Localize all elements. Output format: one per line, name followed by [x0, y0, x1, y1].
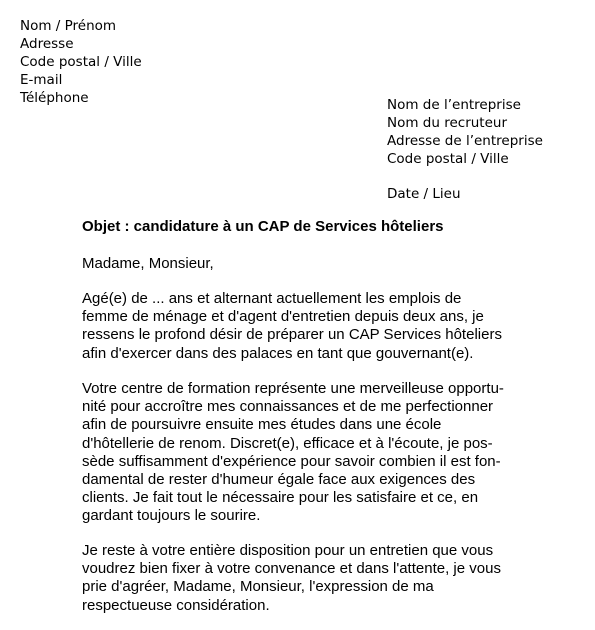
sender-block	[20, 17, 142, 107]
letter-greeting: Madame, Monsieur,	[82, 255, 214, 272]
paragraph-line: gardant toujours le sourire.	[82, 507, 261, 525]
recipient-block	[387, 96, 543, 168]
paragraph-training-center	[82, 380, 504, 526]
recipient-postal-city: Code postal / Ville	[387, 151, 509, 167]
paragraph-line: ressens le profond désir de préparer un CAP Services hôteliers	[82, 326, 502, 344]
sender-email: E-mail	[20, 72, 63, 88]
paragraph-line: afin de poursuivre ensuite mes études dans une école	[82, 416, 442, 434]
paragraph-line: sède suffisamment d'expérience pour savoir combien il est fon-	[82, 452, 501, 470]
recipient-address: Adresse de l’entreprise	[387, 133, 543, 149]
paragraph-line: d'hôtellerie de renom. Discret(e), efficace et à l'écoute, je pos-	[82, 434, 493, 452]
paragraph-line: nité pour accroître mes connaissances et de me perfectionner	[82, 398, 494, 416]
sender-phone: Téléphone	[20, 90, 89, 106]
recipient-company: Nom de l’entreprise	[387, 97, 521, 113]
paragraph-line: prie d'agréer, Madame, Monsieur, l'expression de ma	[82, 578, 434, 596]
sender-name: Nom / Prénom	[20, 18, 117, 34]
date-place: Date / Lieu	[387, 186, 461, 202]
paragraph-line: clients. Je fait tout le nécessaire pour les satisfaire et ce, en	[82, 489, 479, 507]
paragraph-line: voudrez bien fixer à votre convenance et dans l'attente, je vous	[82, 560, 501, 578]
paragraph-motivation	[82, 290, 502, 363]
sender-address: Adresse	[20, 36, 74, 52]
paragraph-line: femme de ménage et d'agent d'entretien depuis deux ans, je	[82, 308, 484, 326]
recipient-recruiter: Nom du recruteur	[387, 115, 508, 131]
paragraph-line: respectueuse considération.	[82, 596, 270, 614]
letter-subject: Objet : candidature à un CAP de Services hôteliers	[82, 218, 444, 235]
paragraph-line: damental de rester d'humeur égale face aux exigences des	[82, 471, 476, 489]
sender-postal-city: Code postal / Ville	[20, 54, 142, 70]
paragraph-line: Agé(e) de ... ans et alternant actuellement les emplois de	[82, 290, 462, 307]
paragraph-line: Votre centre de formation représente une merveilleuse opportu-	[82, 380, 504, 397]
paragraph-line: afin d'exercer dans des palaces en tant que gouvernant(e).	[82, 344, 474, 362]
paragraph-closing	[82, 542, 501, 615]
paragraph-line: Je reste à votre entière disposition pour un entretien que vous	[82, 542, 494, 559]
